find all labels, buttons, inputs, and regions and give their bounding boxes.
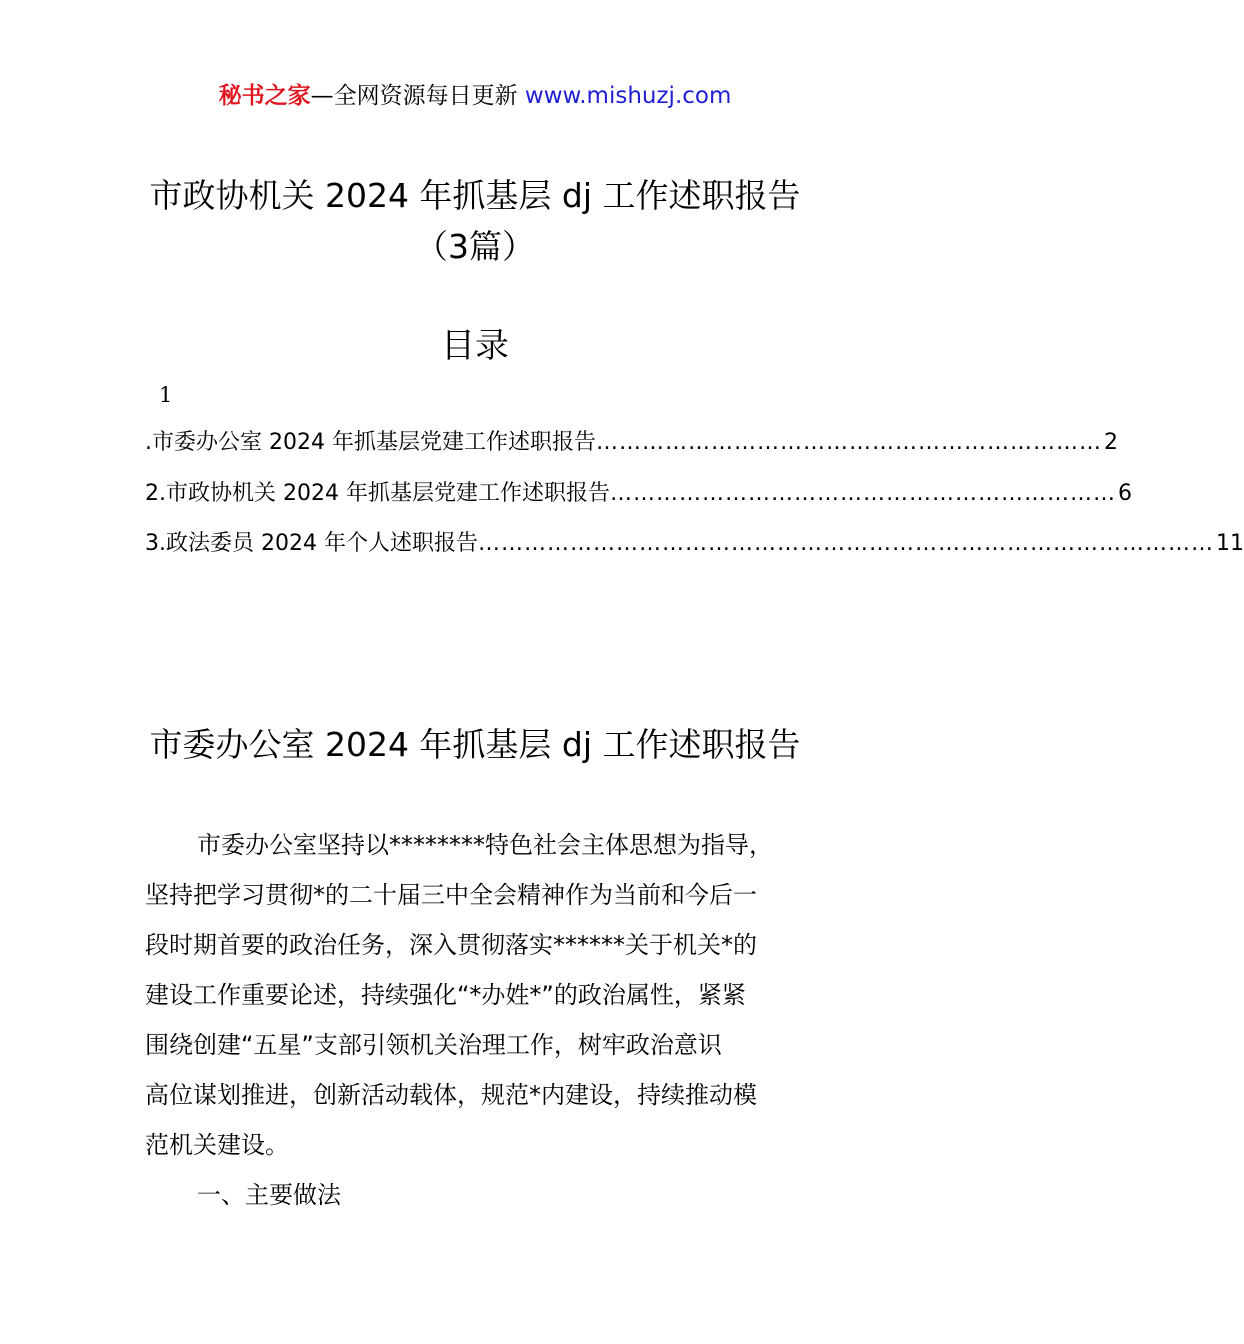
section-heading: 一、主要做法	[197, 1181, 341, 1209]
paragraph-line: 高位谋划推进，创新活动载体，规范*内建设，持续推动模	[145, 1081, 757, 1109]
document-subtitle: （3篇）	[415, 227, 535, 266]
toc-item-label: 3.政法委员 2024 年个人述职报告	[145, 531, 478, 556]
banner-tagline: —全网资源每日更新	[310, 83, 518, 109]
toc-leader-dots: ……………………………………………………………………………………	[477, 531, 1214, 556]
paragraph-line: 市委办公室坚持以********特色社会主体思想为指导，	[197, 831, 773, 859]
toc-item-label: .市委办公室 2024 年抓基层党建工作述职报告	[145, 430, 596, 455]
toc-page-number: 11	[1215, 531, 1244, 556]
toc-item[interactable]	[145, 479, 1132, 509]
toc-item-label: 2.市政协机关 2024 年抓基层党建工作述职报告	[145, 481, 610, 506]
paragraph-line: 范机关建设。	[145, 1131, 289, 1159]
paragraph-line: 围绕创建“五星”支部引领机关治理工作，树牢政治意识	[145, 1031, 722, 1059]
toc-leader-dots: …………………………………………………………	[609, 481, 1116, 506]
paragraph-line: 段时期首要的政治任务，深入贯彻落实******关于机关*的	[145, 931, 757, 959]
paragraph-line: 坚持把学习贯彻*的二十届三中全会精神作为当前和今后一	[145, 881, 757, 909]
paragraph-line: 建设工作重要论述，持续强化“*办姓*”的政治属性，紧紧	[145, 981, 746, 1009]
toc-item[interactable]	[145, 529, 1244, 559]
toc-stray-number: 1	[159, 383, 173, 407]
document-title: 市政协机关 2024 年抓基层 dj 工作述职报告	[149, 176, 801, 215]
article-paragraph	[145, 820, 835, 1170]
toc-heading: 目录	[441, 326, 509, 366]
site-banner	[0, 80, 950, 112]
toc-page-number: 2	[1103, 430, 1118, 455]
article-title: 市委办公室 2024 年抓基层 dj 工作述职报告	[149, 725, 801, 764]
brand-name: 秘书之家	[218, 83, 311, 109]
toc-page-number: 6	[1117, 481, 1132, 506]
toc-leader-dots: …………………………………………………………	[595, 430, 1102, 455]
site-url-link[interactable]: www.mishuzj.com	[524, 83, 732, 109]
toc-item[interactable]	[145, 428, 1118, 458]
